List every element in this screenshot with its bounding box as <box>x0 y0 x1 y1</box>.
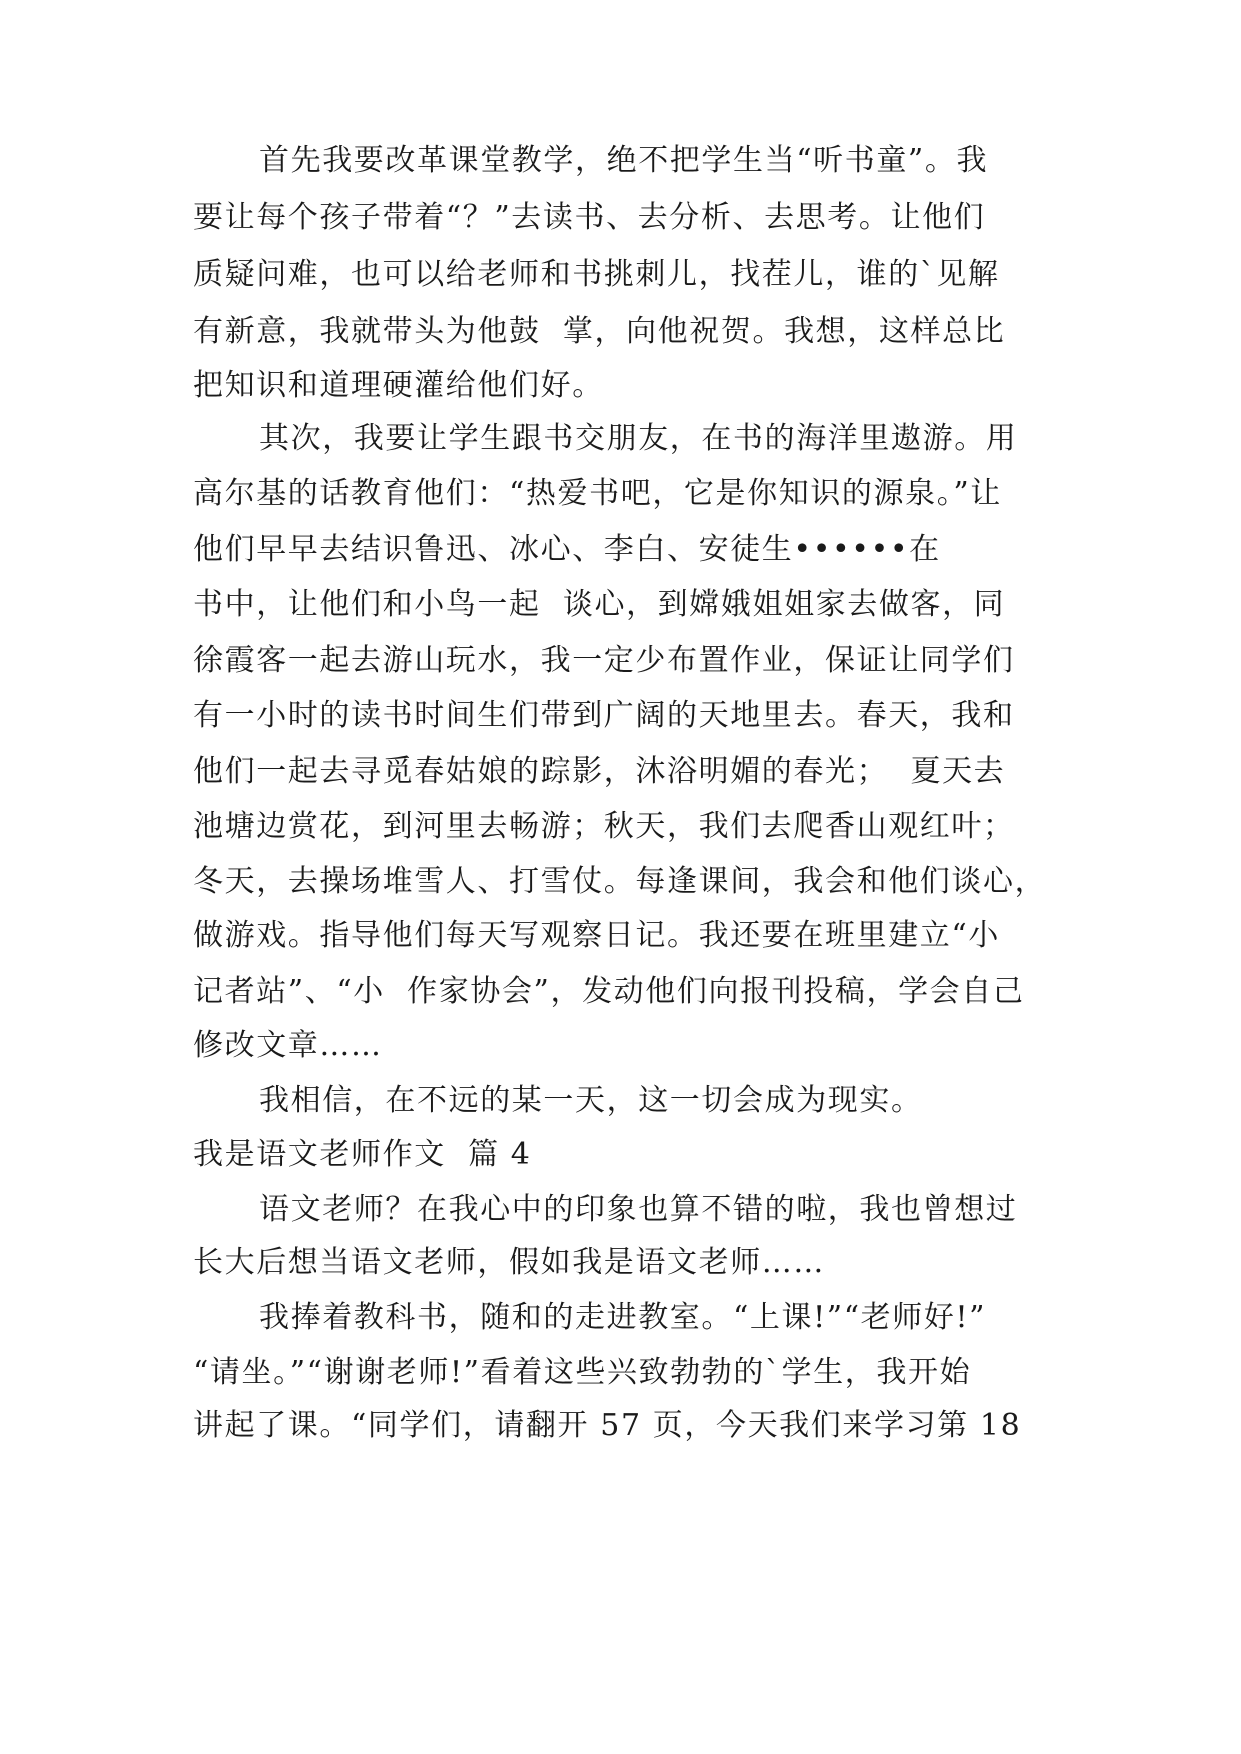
text-line: 记者站”、“小 作家协会”，发动他们向报刊投稿，学会自己 <box>193 974 1025 1009</box>
text-line: 质疑问难，也可以给老师和书挑刺儿，找茬儿，谁的`见解 <box>193 257 1000 292</box>
text-line: 做游戏。指导他们每天写观察日记。我还要在班里建立“小 <box>193 918 1000 953</box>
text-line: 长大后想当语文老师，假如我是语文老师…… <box>193 1245 825 1280</box>
text-line: 我是语文老师作文 篇 4 <box>193 1137 532 1172</box>
text-line: 池塘边赏花，到河里去畅游；秋天，我们去爬香山观红叶； <box>193 809 1015 844</box>
text-line: 语文老师？在我心中的印象也算不错的啦，我也曾想过 <box>259 1192 1018 1227</box>
text-line: 书中，让他们和小鸟一起 谈心，到嫦娥姐姐家去做客，同 <box>193 587 1006 622</box>
text-line: 他们一起去寻觅春姑娘的踪影，沐浴明媚的春光； 夏天去 <box>193 754 1006 789</box>
text-line: 首先我要改革课堂教学，绝不把学生当“听书童”。我 <box>259 143 989 178</box>
text-line: 我相信，在不远的某一天，这一切会成为现实。 <box>259 1083 923 1118</box>
text-line: 把知识和道理硬灌给他们好。 <box>193 368 604 403</box>
text-line: 他们早早去结识鲁迅、冰心、李白、安徒生••••••在 <box>193 532 941 567</box>
text-line: “请坐。”“谢谢老师!”看着这些兴致勃勃的`学生，我开始 <box>193 1355 972 1390</box>
text-line: 其次，我要让学生跟书交朋友，在书的海洋里遨游。用 <box>259 421 1018 456</box>
text-line: 有一小时的读书时间生们带到广阔的天地里去。春天，我和 <box>193 698 1015 733</box>
text-line: 要让每个孩子带着“？”去读书、去分析、去思考。让他们 <box>193 200 986 235</box>
text-line: 我捧着教科书，随和的走进教室。“上课!”“老师好!” <box>259 1300 987 1335</box>
text-line: 冬天，去操场堆雪人、打雪仗。每逢课间，我会和他们谈心， <box>193 864 1047 899</box>
text-line: 讲起了课。“同学们，请翻开 57 页，今天我们来学习第 18 <box>193 1408 1022 1443</box>
text-line: 有新意，我就带头为他鼓 掌，向他祝贺。我想，这样总比 <box>193 314 1006 349</box>
text-line: 高尔基的话教育他们：“热爱书吧，它是你知识的源泉。”让 <box>193 476 1002 511</box>
text-line: 修改文章…… <box>193 1028 383 1063</box>
text-line: 徐霞客一起去游山玩水，我一定少布置作业，保证让同学们 <box>193 643 1015 678</box>
